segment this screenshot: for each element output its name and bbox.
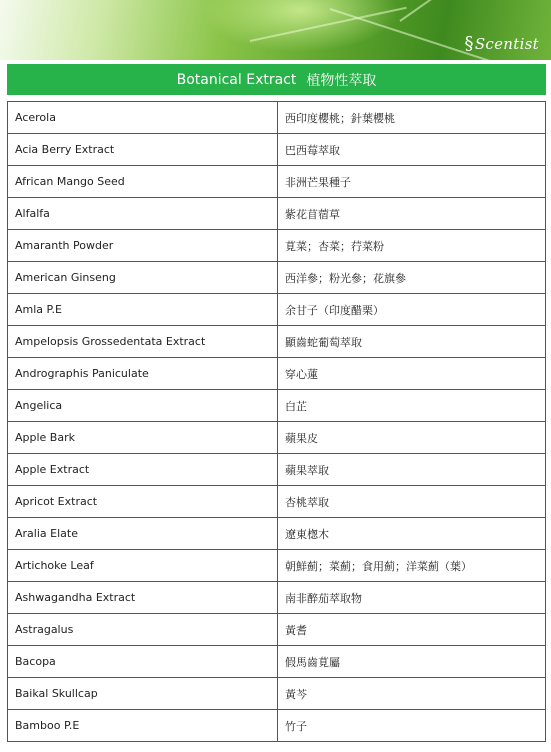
english-name-cell: Apricot Extract <box>8 486 278 518</box>
chinese-name-cell: 余甘子（印度醋栗） <box>278 294 546 326</box>
table-row <box>8 198 546 230</box>
chinese-name-cell: 巴西莓萃取 <box>278 134 546 166</box>
chinese-name-cell: 朝鮮薊；菜薊；食用薊；洋菜薊（葉） <box>278 550 546 582</box>
english-name-cell: Baikal Skullcap <box>8 678 278 710</box>
english-name-cell: Astragalus <box>8 614 278 646</box>
table-row <box>8 614 546 646</box>
table-row <box>8 422 546 454</box>
chinese-name-cell: 蘋果萃取 <box>278 454 546 486</box>
chinese-name-cell: 非洲芒果種子 <box>278 166 546 198</box>
english-name-cell: Bamboo P.E <box>8 710 278 742</box>
table-row <box>8 582 546 614</box>
table-row <box>8 166 546 198</box>
chinese-name-cell: 蘋果皮 <box>278 422 546 454</box>
table-row <box>8 678 546 710</box>
english-name-cell: Artichoke Leaf <box>8 550 278 582</box>
chinese-name-cell: 黃耆 <box>278 614 546 646</box>
chinese-name-cell: 西洋參；粉光參；花旗參 <box>278 262 546 294</box>
english-name-cell: Ashwagandha Extract <box>8 582 278 614</box>
english-name-cell: Angelica <box>8 390 278 422</box>
scentist-mark-icon: § <box>464 33 474 54</box>
chinese-name-cell: 莧菜；杏菜；荇菜粉 <box>278 230 546 262</box>
english-name-cell: Apple Bark <box>8 422 278 454</box>
chinese-name-cell: 假馬齒莧屬 <box>278 646 546 678</box>
english-name-cell: Acerola <box>8 102 278 134</box>
table-row <box>8 358 546 390</box>
table-row <box>8 102 546 134</box>
chinese-name-cell: 遼東楤木 <box>278 518 546 550</box>
chinese-name-cell: 顯齒蛇葡萄萃取 <box>278 326 546 358</box>
english-name-cell: African Mango Seed <box>8 166 278 198</box>
table-row <box>8 550 546 582</box>
english-name-cell: Aralia Elate <box>8 518 278 550</box>
english-name-cell: American Ginseng <box>8 262 278 294</box>
chinese-name-cell: 紫花苜蓿草 <box>278 198 546 230</box>
table-row <box>8 646 546 678</box>
english-name-cell: Amaranth Powder <box>8 230 278 262</box>
table-row <box>8 262 546 294</box>
leaf-banner <box>0 0 551 60</box>
chinese-name-cell: 南非醉茄萃取物 <box>278 582 546 614</box>
english-name-cell: Alfalfa <box>8 198 278 230</box>
title-english: Botanical Extract <box>176 71 297 88</box>
table-row <box>8 518 546 550</box>
english-name-cell: Amla P.E <box>8 294 278 326</box>
english-name-cell: Andrographis Paniculate <box>8 358 278 390</box>
chinese-name-cell: 穿心蓮 <box>278 358 546 390</box>
botanical-extract-table <box>7 101 546 742</box>
table-row <box>8 486 546 518</box>
table-row <box>8 294 546 326</box>
chinese-name-cell: 西印度櫻桃；針葉櫻桃 <box>278 102 546 134</box>
table-row <box>8 326 546 358</box>
english-name-cell: Ampelopsis Grossedentata Extract <box>8 326 278 358</box>
table-row <box>8 710 546 742</box>
title-chinese: 植物性萃取 <box>306 72 377 89</box>
english-name-cell: Apple Extract <box>8 454 278 486</box>
table-row <box>8 454 546 486</box>
english-name-cell: Bacopa <box>8 646 278 678</box>
scentist-logo <box>465 33 539 54</box>
logo-text: Scentist <box>474 35 539 53</box>
table-row <box>8 230 546 262</box>
chinese-name-cell: 竹子 <box>278 710 546 742</box>
chinese-name-cell: 黃芩 <box>278 678 546 710</box>
chinese-name-cell: 白芷 <box>278 390 546 422</box>
table-row <box>8 134 546 166</box>
leaf-vein <box>399 0 498 22</box>
english-name-cell: Acia Berry Extract <box>8 134 278 166</box>
table-row <box>8 390 546 422</box>
chinese-name-cell: 杏桃萃取 <box>278 486 546 518</box>
section-title-bar <box>7 64 546 95</box>
